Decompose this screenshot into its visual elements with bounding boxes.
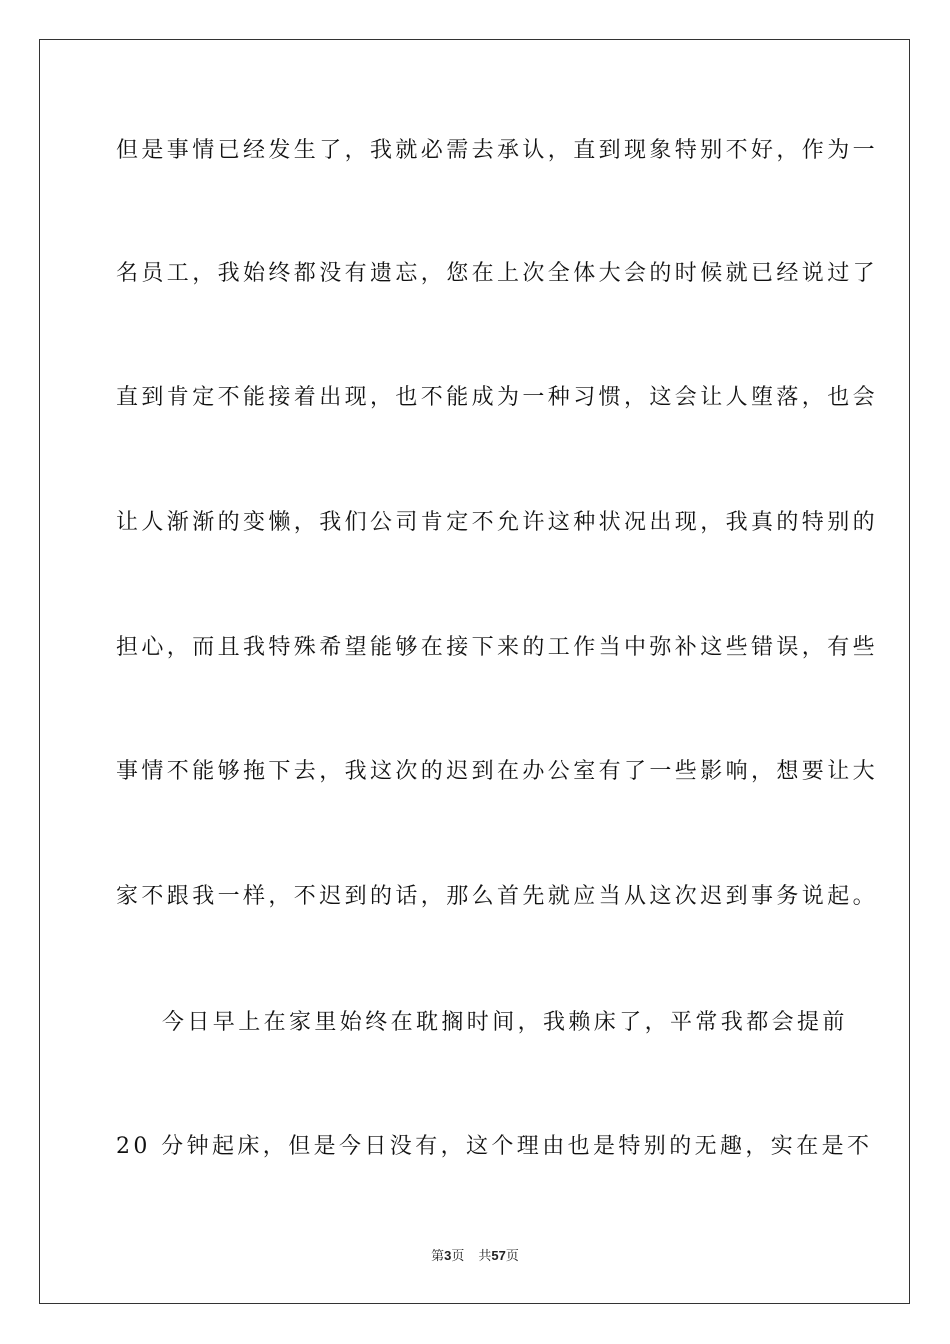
- text-line-5: 担心，而且我特殊希望能够在接下来的工作当中弥补这些错误，有些: [116, 635, 879, 660]
- text-line-8-indented: 今日早上在家里始终在耽搁时间，我赖床了，平常我都会提前: [162, 1010, 848, 1035]
- page-border: [39, 39, 910, 1304]
- text-line-2: 名员工，我始终都没有遗忘，您在上次全体大会的时候就已经说过了: [116, 261, 879, 286]
- page-number: 3: [444, 1248, 452, 1263]
- page-footer: [0, 1247, 950, 1266]
- total-prefix: 共: [478, 1249, 492, 1264]
- text-line-4: 让人渐渐的变懒，我们公司肯定不允许这种状况出现，我真的特别的: [116, 510, 879, 535]
- page-suffix: 页: [451, 1249, 465, 1264]
- total-suffix: 页: [505, 1249, 519, 1264]
- text-line-3: 直到肯定不能接着出现，也不能成为一种习惯，这会让人堕落，也会: [116, 385, 879, 410]
- text-line-1: 但是事情已经发生了，我就必需去承认，直到现象特别不好，作为一: [116, 138, 879, 163]
- text-line-9: 20 分钟起床，但是今日没有，这个理由也是特别的无趣，实在是不: [116, 1134, 873, 1159]
- total-pages: 57: [491, 1248, 506, 1263]
- text-line-7: 家不跟我一样，不迟到的话，那么首先就应当从这次迟到事务说起。: [116, 884, 879, 909]
- page-prefix: 第: [431, 1249, 445, 1264]
- text-line-6: 事情不能够拖下去，我这次的迟到在办公室有了一些影响，想要让大: [116, 759, 879, 784]
